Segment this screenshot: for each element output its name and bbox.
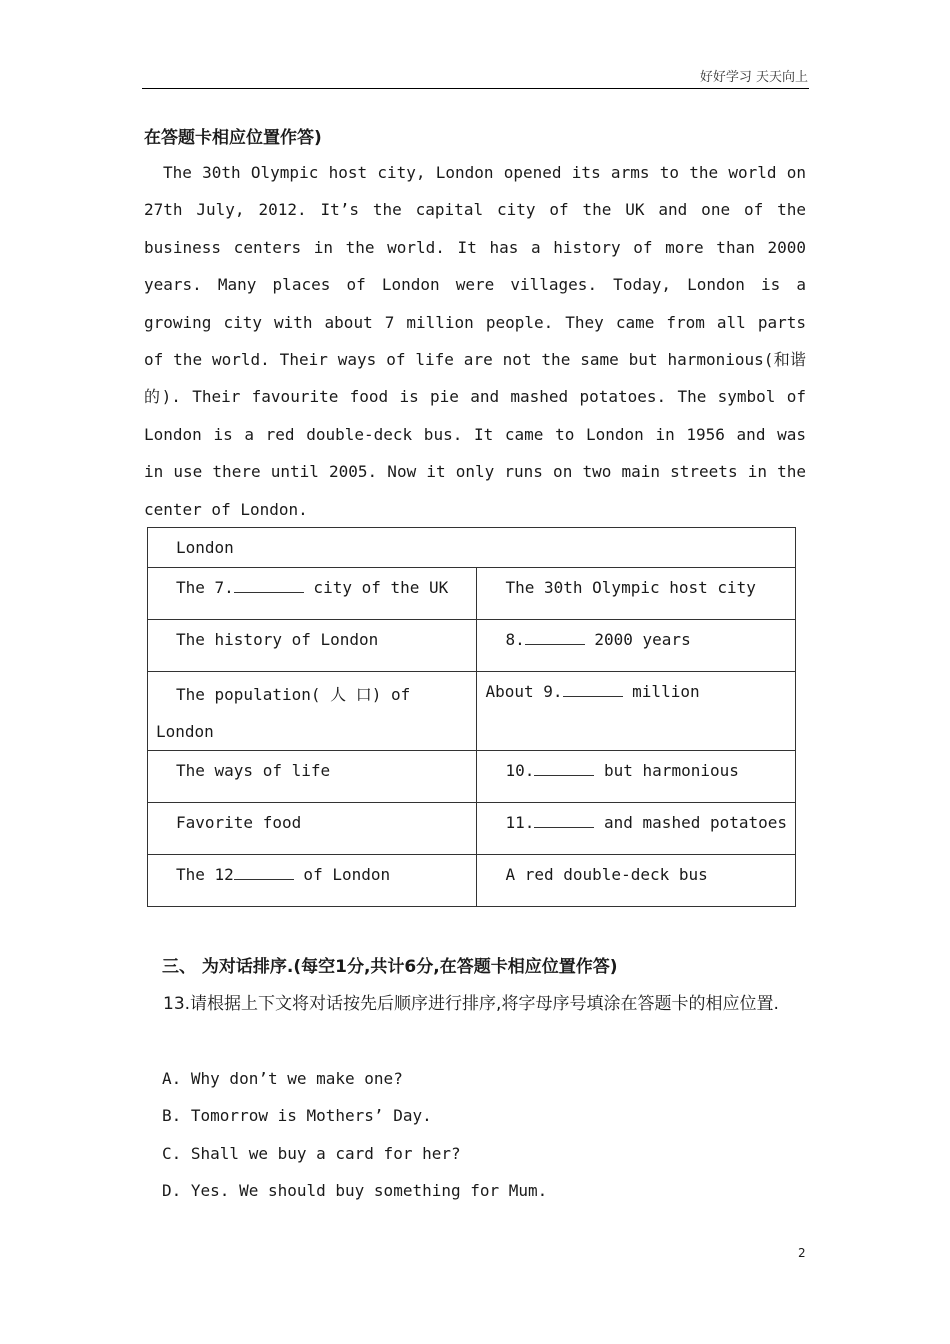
table-cell (148, 620, 477, 672)
table-cell (477, 751, 796, 803)
header-rule (142, 88, 809, 89)
cell-text: London (156, 722, 214, 741)
table-cell (148, 803, 477, 855)
reading-passage (144, 154, 806, 528)
cell-text: 8. (505, 630, 525, 649)
table-cell (148, 568, 477, 620)
cell-text: city of the UK (303, 578, 449, 597)
cell-text: About 9. (485, 682, 563, 701)
option-a: A. Why don’t we make one? (162, 1069, 403, 1088)
table-cell (477, 568, 796, 620)
cell-text: The 12 (176, 865, 234, 884)
header-motto: 好好学习 天天向上 (699, 70, 808, 85)
section-heading: 在答题卡相应位置作答) (144, 128, 322, 148)
cell-text: but harmonious (594, 761, 739, 780)
passage-text: The 30th Olympic host city, London opened its arms to the world on 27th July, 2012. It’s the capital city of the UK and one of the business centers in the world. It has a history of more than 2000 years. Many places of London were villages. Today, London is a growing city with about 7 million people. They came from all parts of the world. Their ways of life are not the same but harmonious(和谐的). Their favourite food is pie and mashed potatoes. The symbol of London is a red double-deck bus. It came to London in 1956 and was in use there until 2005. Now it only runs on two main streets in the center of London. (144, 163, 806, 519)
table-cell (477, 620, 796, 672)
option-c: C. Shall we buy a card for her? (162, 1143, 461, 1163)
option-d: D. Yes. We should buy something for Mum. (162, 1181, 548, 1201)
cell-text: The population( 人 口) of (176, 685, 411, 704)
table-cell (477, 855, 796, 907)
table-cell (148, 751, 477, 803)
table-cell (477, 803, 796, 855)
question-13-instructions: 13.请根据上下文将对话按先后顺序进行排序,将字母序号填涂在答题卡的相应位置. (163, 994, 779, 1014)
cell-text: and mashed potatoes (594, 813, 788, 832)
table-cell (477, 672, 796, 751)
cell-text: The 30th Olympic host city (505, 578, 756, 597)
dialogue-options (162, 1060, 547, 1210)
answer-blank-9[interactable] (563, 682, 623, 697)
table-title-cell (148, 528, 796, 568)
answer-blank-10[interactable] (534, 761, 594, 776)
cell-text: The history of London (176, 630, 379, 649)
option-b: B. Tomorrow is Mothers’ Day. (162, 1106, 432, 1126)
cell-text: A red double-deck bus (505, 865, 708, 884)
answer-blank-11[interactable] (534, 813, 594, 828)
cell-text: of London (293, 865, 391, 884)
cell-text: 11. (505, 813, 535, 832)
cell-text: 2000 years (584, 630, 691, 649)
info-table (147, 527, 796, 907)
page-number: 2 (798, 1246, 806, 1260)
answer-blank-7[interactable] (234, 578, 304, 593)
cell-text: The 7. (176, 578, 234, 597)
answer-blank-12[interactable] (234, 865, 294, 880)
cell-text: The ways of life (176, 761, 331, 780)
table-cell (148, 672, 477, 751)
section-three-heading: 三、 为对话排序.(每空1分,共计6分,在答题卡相应位置作答) (162, 957, 618, 977)
cell-text: million (622, 682, 700, 701)
cell-text: Favorite food (176, 813, 302, 832)
table-cell (148, 855, 477, 907)
cell-text: 10. (505, 761, 535, 780)
answer-blank-8[interactable] (525, 630, 585, 645)
table-title: London (176, 538, 234, 557)
